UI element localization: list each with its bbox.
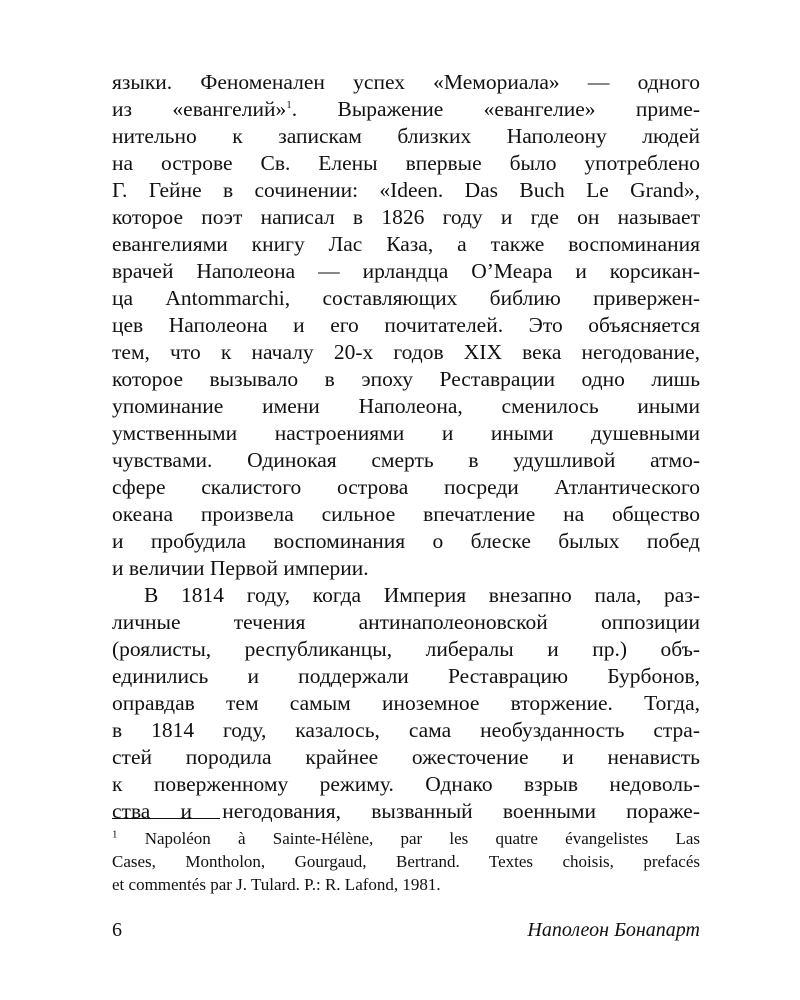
footnote-line: et commentés par J. Tulard. P.: R. Lafond, 1981.: [112, 875, 441, 894]
text-line: оправдав тем самым иноземное вторжение. Тогда,: [112, 691, 700, 715]
text-line: сфере скалистого острова посреди Атлантического: [112, 475, 700, 499]
text-line: чувствами. Одинокая смерть в удушливой атмо-: [112, 448, 700, 472]
text-line: единились и поддержали Реставрацию Бурбонов,: [112, 664, 700, 688]
text-line: В 1814 году, когда Империя внезапно пала, раз-: [144, 583, 700, 607]
footnote-ref[interactable]: 1: [286, 98, 292, 111]
text-line: и величии Первой империи.: [112, 556, 369, 580]
footnote-text: Napoléon à Sainte-Hélène, par les quatre évangelistes Las: [144, 829, 700, 848]
text-line: (роялисты, республиканцы, либералы и пр.) объ-: [112, 637, 700, 661]
footnote-marker: 1: [112, 828, 118, 841]
text-fragment: . Выражение «евангелие» приме-: [291, 97, 700, 121]
text-line: языки. Феноменален успех «Мемориала» — одного: [112, 70, 700, 94]
text-line: и пробудила воспоминания о блеске былых побед: [112, 529, 700, 553]
text-line: океана произвела сильное впечатление на общество: [112, 502, 700, 526]
text-line: тем, что к началу 20-х годов XIX века негодование,: [112, 340, 700, 364]
text-line: которое вызывало в эпоху Реставрации одно лишь: [112, 367, 700, 391]
text-line: ца Antommarchi, составляющих библию привержен-: [112, 286, 700, 310]
text-line: евангелиями книгу Лас Каза, а также воспоминания: [112, 232, 700, 256]
text-line: в 1814 году, казалось, сама необузданность стра-: [112, 718, 700, 742]
page-number: 6: [112, 919, 122, 941]
text-line: стей породила крайнее ожесточение и ненависть: [112, 745, 700, 769]
text-line: цев Наполеона и его почитателей. Это объясняется: [112, 313, 700, 337]
text-fragment: из «евангелий»: [112, 97, 287, 121]
text-line: к поверженному режиму. Однако взрыв недоволь-: [112, 772, 700, 796]
text-line: Г. Гейне в сочинении: «Ideen. Das Buch Le Grand»,: [112, 178, 700, 202]
text-line: умственными настроениями и иными душевными: [112, 421, 700, 445]
text-line: врачей Наполеона — ирландца О’Меара и корсикан-: [112, 259, 700, 283]
footnote-rule: [112, 818, 220, 819]
text-line: на острове Св. Елены впервые было употреблено: [112, 151, 700, 175]
text-line: которое поэт написал в 1826 году и где он называет: [112, 205, 700, 229]
text-line: личные течения антинаполеоновской оппозиции: [112, 610, 700, 634]
running-head: Наполеон Бонапарт: [527, 919, 700, 941]
text-line: [112, 95, 700, 123]
text-line: нительно к запискам близких Наполеону людей: [112, 124, 700, 148]
footnote-line: Cases, Montholon, Gourgaud, Bertrand. Textes choisis, prefacés: [112, 852, 700, 871]
text-line: упоминание имени Наполеона, сменилось иными: [112, 394, 700, 418]
text-line: ства и негодования, вызванный военными пораже-: [112, 799, 700, 823]
footnote-line: [112, 828, 700, 850]
